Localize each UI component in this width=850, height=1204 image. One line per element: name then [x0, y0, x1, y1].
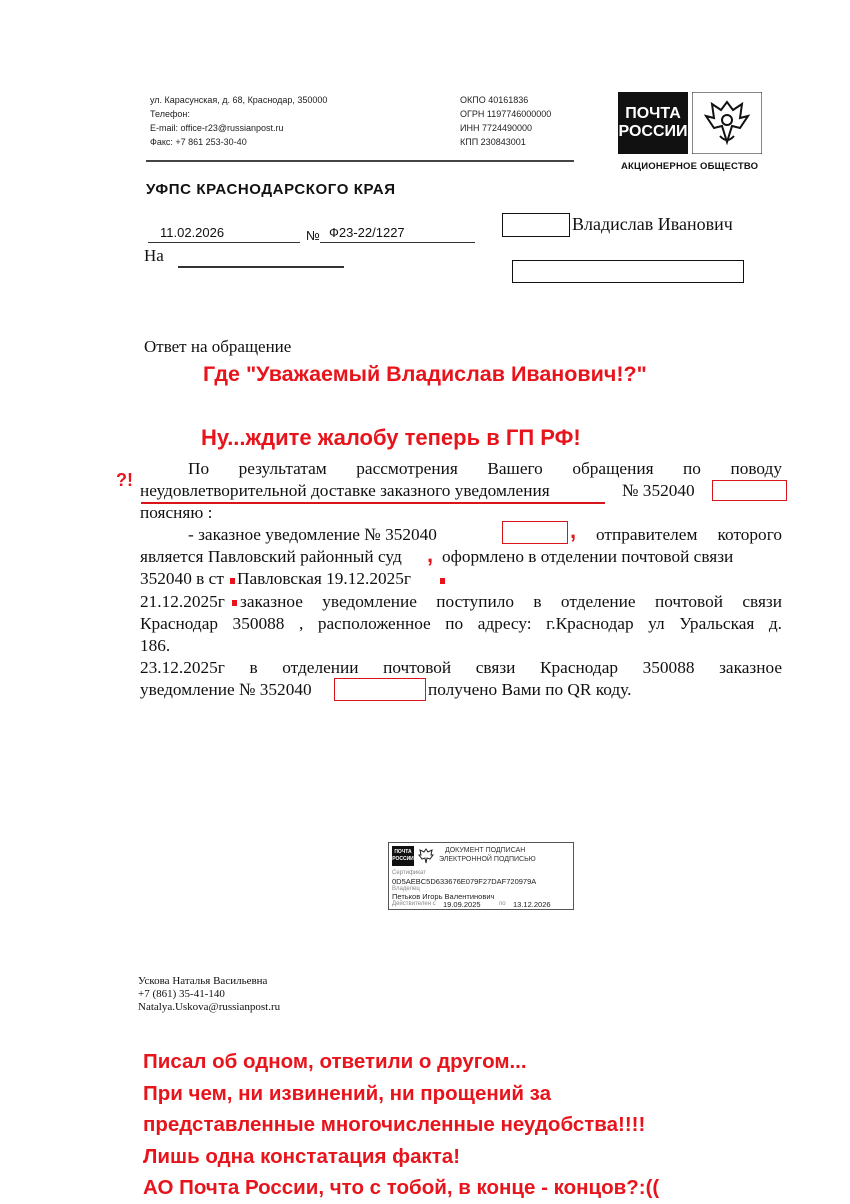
- p3-line1b: заказное уведомление поступило в отделение почтовой связи: [240, 592, 782, 611]
- logo-text-line2: РОССИИ: [618, 123, 688, 140]
- doc-number: Ф23-22/1227: [329, 225, 405, 240]
- company-codes: [460, 93, 551, 149]
- redacted-surname: [502, 213, 570, 237]
- p1-line2b: № 352040: [622, 481, 695, 500]
- number-label: №: [306, 228, 320, 243]
- p2-line1a: - заказное уведомление № 352040: [188, 525, 437, 544]
- stamp-logo-line2: РОССИИ: [392, 856, 414, 862]
- footer-comment-line: представленные многочисленные неудобства!!!!: [143, 1113, 646, 1136]
- annotation-headline-2: Ну...ждите жалобу теперь в ГП РФ!: [201, 425, 581, 450]
- executor-info: [138, 975, 280, 1014]
- company-type: АКЦИОНЕРНОЕ ОБЩЕСТВО: [621, 161, 759, 172]
- p4-line2b: получено Вами по QR коду.: [428, 680, 632, 699]
- department-name: УФПС КРАСНОДАРСКОГО КРАЯ: [146, 181, 396, 198]
- phone-line: Телефон:: [150, 109, 190, 119]
- stamp-title-1: ДОКУМЕНТ ПОДПИСАН: [445, 847, 526, 854]
- p1-line2a: неудовлетворительной доставке заказного уведомления: [140, 481, 550, 500]
- okpo-code: ОКПО 40161836: [460, 95, 529, 105]
- kpp-code: КПП 230843001: [460, 137, 526, 147]
- p2-line2b: оформлено в отделении почтовой связи: [442, 547, 734, 566]
- red-dot-1: [230, 578, 235, 584]
- stamp-cert: 0D5AEBC5D633676E079F27DAF720979A: [392, 877, 537, 886]
- p3-line2: Краснодар 350088 , расположенное по адресу: г.Краснодар ул Уральская д.: [140, 614, 782, 633]
- annotation-headline-1: Где "Уважаемый Владислав Иванович!?": [203, 362, 647, 386]
- ogrn-code: ОГРН 1197746000000: [460, 109, 552, 119]
- stamp-owner-label: Владелец: [392, 886, 420, 892]
- comma-mark-2: ,: [427, 542, 434, 567]
- redacted-number-1: [712, 480, 787, 501]
- footer-comment: [143, 1046, 659, 1204]
- p1-line1: По результатам рассмотрения Вашего обращения по поводу: [188, 459, 782, 478]
- executor-phone: +7 (861) 35-41-140: [138, 988, 225, 1000]
- p1-line3: поясняю :: [140, 503, 213, 522]
- stamp-valid-to-label: по: [499, 901, 506, 907]
- sender-address: [150, 93, 327, 149]
- russian-post-logo: [618, 92, 688, 154]
- p2-line1b: отправителем которого: [596, 525, 782, 544]
- executor-email: Natalya.Uskova@russianpost.ru: [138, 1001, 281, 1013]
- margin-mark: ?!: [116, 470, 133, 490]
- redacted-number-3: [334, 678, 426, 701]
- footer-comment-line: При чем, ни извинений, ни прощений за: [143, 1081, 551, 1105]
- stamp-valid-from-label: Действителен с: [392, 901, 436, 907]
- p3-line3: 186.: [140, 636, 171, 655]
- inn-code: ИНН 7724490000: [460, 123, 533, 133]
- p2-line3b: Павловская 19.12.2025г: [237, 569, 412, 588]
- red-dot-3: [232, 600, 237, 606]
- red-dot-2: [440, 578, 445, 584]
- stamp-valid-to: 13.12.2026: [513, 900, 551, 909]
- on-label: На: [144, 246, 164, 265]
- address-line: ул. Карасунская, д. 68, Краснодар, 350000: [150, 95, 328, 105]
- fax-line: Факс: +7 861 253-30-40: [150, 137, 247, 147]
- p4-line1: 23.12.2025г в отделении почтовой связи Краснодар 350088 заказное: [140, 658, 782, 677]
- p4-line2a: уведомление № 352040: [140, 680, 312, 699]
- stamp-title-2: ЭЛЕКТРОННОЙ ПОДПИСЬЮ: [439, 856, 536, 863]
- executor-name: Ускова Наталья Васильевна: [138, 975, 268, 987]
- subject-line: Ответ на обращение: [144, 337, 292, 356]
- on-underline: [178, 266, 344, 268]
- stamp-logo: [392, 846, 414, 866]
- p2-line3: 352040 в ст: [140, 569, 224, 588]
- logo-text-line1: ПОЧТА: [625, 105, 681, 122]
- stamp-eagle-icon: [416, 846, 436, 866]
- footer-comment-line: АО Почта России, что с тобой, в конце - концов?:((: [143, 1176, 660, 1199]
- redacted-address: [512, 260, 744, 283]
- p2-line2a: является Павловский районный суд: [140, 547, 402, 566]
- letterhead-rule: [146, 160, 574, 162]
- comma-mark-1: ,: [570, 518, 577, 543]
- number-underline: [320, 242, 475, 243]
- stamp-logo-line1: ПОЧТА: [394, 849, 412, 855]
- e-signature-stamp: [388, 842, 574, 910]
- doc-date: 11.02.2026: [160, 225, 225, 240]
- eagle-emblem-icon: [692, 92, 762, 154]
- p3-line1a: 21.12.2025г: [140, 592, 225, 611]
- recipient-name: Владислав Иванович: [572, 214, 733, 234]
- stamp-cert-label: Сертификат: [392, 870, 426, 876]
- stamp-owner: Петьков Игорь Валентинович: [392, 892, 495, 901]
- date-underline: [148, 242, 300, 243]
- stamp-valid-from: 19.09.2025: [443, 900, 481, 909]
- redacted-number-2: [502, 521, 568, 544]
- email-line: E-mail: office-r23@russianpost.ru: [150, 123, 284, 133]
- footer-comment-line: Писал об одном, ответили о другом...: [143, 1050, 527, 1073]
- footer-comment-line: Лишь одна констатация факта!: [143, 1144, 461, 1168]
